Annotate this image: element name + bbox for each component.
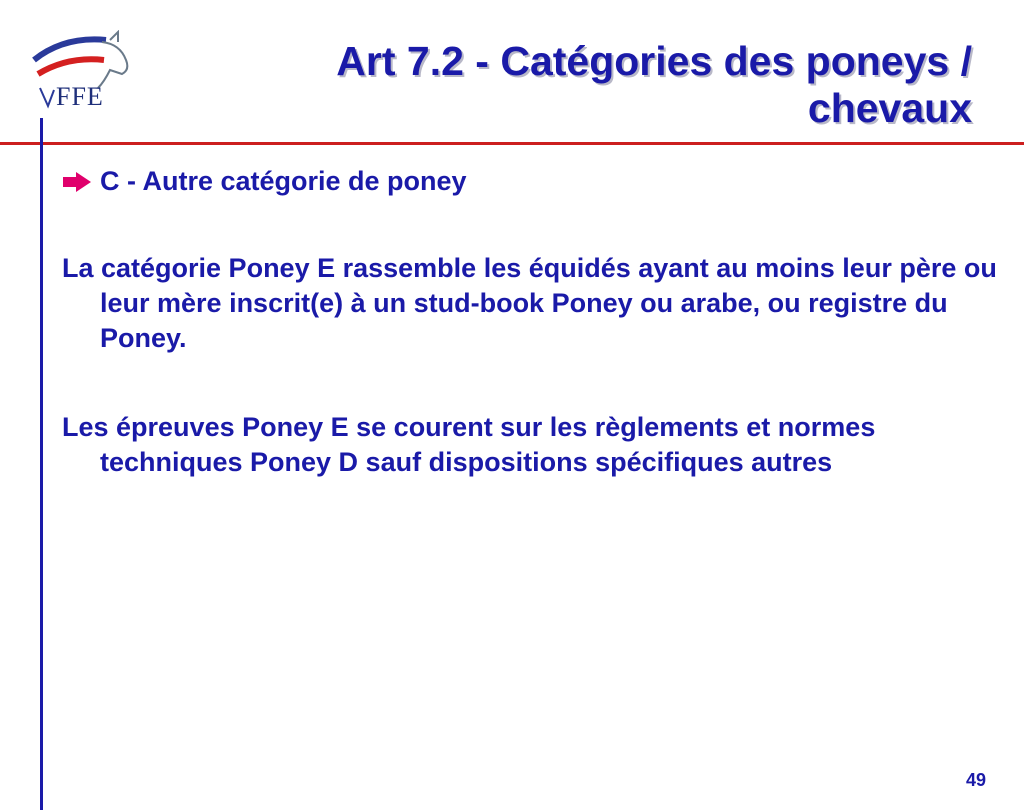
left-blue-rule: [40, 118, 43, 810]
bullet-item: [62, 166, 982, 197]
header-red-rule: [0, 142, 1024, 145]
logo-text: FFE: [56, 82, 104, 111]
bullet-text: C - Autre catégorie de poney: [100, 166, 467, 196]
paragraph-poney-e-rules: Les épreuves Poney E se courent sur les règlements et normes techniques Poney D sauf dispositions spécifiques autres: [62, 412, 876, 477]
slide-content: [62, 166, 997, 534]
arrow-right-icon: [62, 171, 92, 193]
slide-title: Art 7.2 - Catégories des poneys / chevaux: [336, 38, 972, 131]
paragraph-poney-e-definition: La catégorie Poney E rassemble les équidés ayant au moins leur père ou leur mère inscrit(e) à un stud-book Poney ou arabe, ou registre du Poney.: [62, 253, 997, 353]
page-number: 49: [965, 770, 986, 790]
ffe-logo: [14, 30, 134, 110]
